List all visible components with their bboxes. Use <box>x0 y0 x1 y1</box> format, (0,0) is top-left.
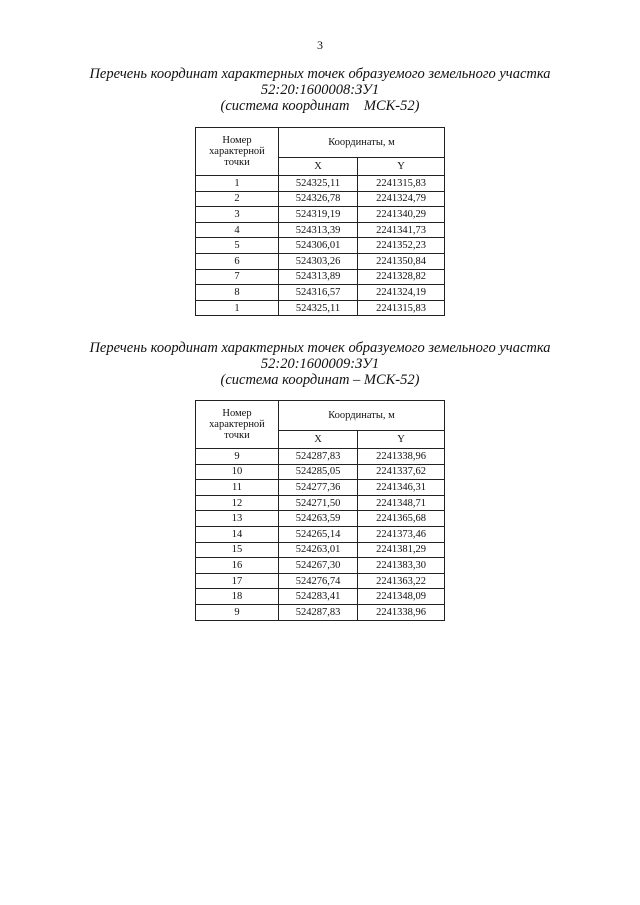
x-coordinate-cell: 524316,57 <box>279 285 358 301</box>
table-row <box>196 495 445 511</box>
point-number-cell: 18 <box>196 589 279 605</box>
x-coordinate-cell: 524319,19 <box>279 207 358 223</box>
coordinate-system: (система координат МСК-52) <box>220 98 420 114</box>
x-coordinate-cell: 524313,39 <box>279 222 358 238</box>
x-coordinate-cell: 524285,05 <box>279 464 358 480</box>
table-row <box>196 300 445 316</box>
x-coordinate-cell: 524325,11 <box>279 300 358 316</box>
table-row <box>196 558 445 574</box>
y-coordinate-cell: 2241348,09 <box>358 589 445 605</box>
y-coordinate-cell: 2241350,84 <box>358 253 445 269</box>
point-number-cell: 4 <box>196 222 279 238</box>
coordinates-header: Координаты, м <box>279 401 445 431</box>
y-coordinate-cell: 2241373,46 <box>358 526 445 542</box>
table-row <box>196 480 445 496</box>
table-body <box>196 176 445 316</box>
y-coordinate-cell: 2241328,82 <box>358 269 445 285</box>
section-title: Перечень координат характерных точек образуемого земельного участка <box>89 66 551 82</box>
x-coordinate-cell: 524303,26 <box>279 253 358 269</box>
x-coordinate-cell: 524287,83 <box>279 449 358 465</box>
table-row <box>196 573 445 589</box>
y-coordinate-cell: 2241324,19 <box>358 285 445 301</box>
y-coordinate-cell: 2241348,71 <box>358 495 445 511</box>
x-coordinate-cell: 524265,14 <box>279 526 358 542</box>
x-coordinate-cell: 524263,59 <box>279 511 358 527</box>
x-coordinate-cell: 524325,11 <box>279 176 358 192</box>
y-coordinate-cell: 2241338,96 <box>358 604 445 620</box>
x-coordinate-cell: 524283,41 <box>279 589 358 605</box>
point-number-cell: 10 <box>196 464 279 480</box>
table-body <box>196 449 445 621</box>
point-number-cell: 5 <box>196 238 279 254</box>
y-coordinate-cell: 2241340,29 <box>358 207 445 223</box>
table-row <box>196 238 445 254</box>
x-coordinate-cell: 524326,78 <box>279 191 358 207</box>
section-title: Перечень координат характерных точек образуемого земельного участка <box>89 340 551 356</box>
coordinates-section-1 <box>0 66 640 316</box>
point-number-cell: 8 <box>196 285 279 301</box>
y-coordinate-cell: 2241352,23 <box>358 238 445 254</box>
point-number-cell: 16 <box>196 558 279 574</box>
point-number-cell: 1 <box>196 176 279 192</box>
point-number-cell: 17 <box>196 573 279 589</box>
y-coordinate-cell: 2241315,83 <box>358 176 445 192</box>
point-number-header: Номер характерной точки <box>196 401 279 449</box>
point-number-cell: 9 <box>196 604 279 620</box>
table-row <box>196 464 445 480</box>
y-coordinate-cell: 2241363,22 <box>358 573 445 589</box>
y-coordinate-cell: 2241315,83 <box>358 300 445 316</box>
coordinates-table <box>195 400 445 621</box>
y-coordinate-cell: 2241324,79 <box>358 191 445 207</box>
table-row <box>196 589 445 605</box>
table-row <box>196 604 445 620</box>
coordinates-section-2 <box>0 340 640 621</box>
cadastral-number: 52:20:1600008:ЗУ1 <box>260 82 380 98</box>
point-number-cell: 9 <box>196 449 279 465</box>
y-coordinate-cell: 2241337,62 <box>358 464 445 480</box>
point-number-header: Номер характерной точки <box>196 128 279 176</box>
point-number-cell: 6 <box>196 253 279 269</box>
x-coordinate-cell: 524271,50 <box>279 495 358 511</box>
point-number-cell: 1 <box>196 300 279 316</box>
x-coordinate-cell: 524287,83 <box>279 604 358 620</box>
point-number-cell: 7 <box>196 269 279 285</box>
table-row <box>196 285 445 301</box>
coordinates-table <box>195 127 445 316</box>
x-header: X <box>279 158 358 176</box>
table-row <box>196 176 445 192</box>
x-coordinate-cell: 524313,89 <box>279 269 358 285</box>
table-row <box>196 253 445 269</box>
y-coordinate-cell: 2241341,73 <box>358 222 445 238</box>
x-coordinate-cell: 524267,30 <box>279 558 358 574</box>
y-header: Y <box>358 431 445 449</box>
cadastral-number: 52:20:1600009:ЗУ1 <box>260 356 380 372</box>
table-row <box>196 222 445 238</box>
y-coordinate-cell: 2241383,30 <box>358 558 445 574</box>
point-number-cell: 15 <box>196 542 279 558</box>
y-coordinate-cell: 2241338,96 <box>358 449 445 465</box>
table-row <box>196 526 445 542</box>
point-number-cell: 14 <box>196 526 279 542</box>
table-row <box>196 191 445 207</box>
point-number-cell: 13 <box>196 511 279 527</box>
table-row <box>196 511 445 527</box>
page-number: 3 <box>317 38 323 52</box>
point-number-cell: 2 <box>196 191 279 207</box>
y-coordinate-cell: 2241365,68 <box>358 511 445 527</box>
x-coordinate-cell: 524306,01 <box>279 238 358 254</box>
x-coordinate-cell: 524277,36 <box>279 480 358 496</box>
x-coordinate-cell: 524263,01 <box>279 542 358 558</box>
y-header: Y <box>358 158 445 176</box>
y-coordinate-cell: 2241346,31 <box>358 480 445 496</box>
x-header: X <box>279 431 358 449</box>
x-coordinate-cell: 524276,74 <box>279 573 358 589</box>
point-number-cell: 11 <box>196 480 279 496</box>
table-row <box>196 269 445 285</box>
table-row <box>196 449 445 465</box>
point-number-cell: 3 <box>196 207 279 223</box>
table-row <box>196 542 445 558</box>
y-coordinate-cell: 2241381,29 <box>358 542 445 558</box>
coordinates-header: Координаты, м <box>279 128 445 158</box>
coordinate-system: (система координат – МСК-52) <box>220 372 420 388</box>
point-number-cell: 12 <box>196 495 279 511</box>
table-row <box>196 207 445 223</box>
